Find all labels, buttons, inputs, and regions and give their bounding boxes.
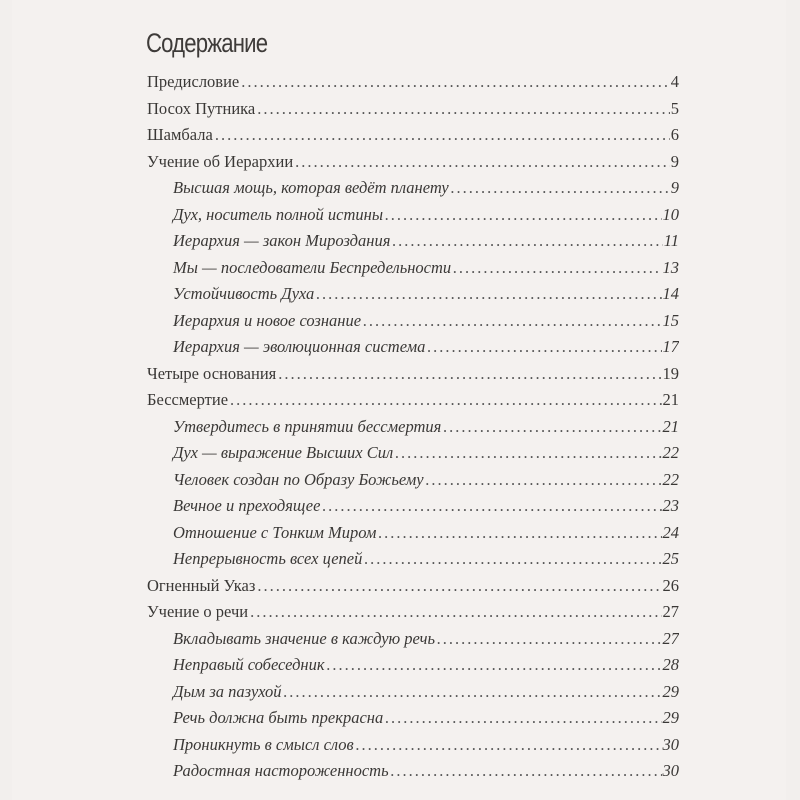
toc-page-number: 27 [662,602,679,621]
book-page [12,0,786,800]
toc-entry [147,390,679,417]
toc-entry [147,364,679,391]
toc-entry-title: Дух — выражение Высших Сил [173,443,394,462]
toc-entry-title: Иерархия — эволюционная система [173,337,426,356]
dot-leader [385,708,661,728]
page-title: Содержание [146,28,268,58]
toc-page-number: 28 [662,655,679,674]
toc-page-number: 9 [670,178,679,197]
table-of-contents [147,72,679,788]
toc-entry [147,576,679,603]
toc-entry-title: Бессмертие [147,390,229,409]
toc-page-number: 9 [670,151,679,171]
toc-entry-title: Дух, носитель полной истины [173,204,384,224]
toc-entry-title: Проникнуть в смысл слов [173,734,354,754]
dot-leader [327,655,662,675]
toc-subentry [147,284,679,311]
toc-page-number: 17 [662,337,679,356]
dot-leader [453,258,661,278]
toc-page-number: 22 [662,443,679,462]
dot-leader [427,337,661,357]
toc-subentry [147,417,679,444]
dot-leader [322,496,661,516]
toc-entry-title: Огненный Указ [147,575,256,595]
dot-leader [241,72,670,92]
toc-subentry [147,655,679,682]
toc-page-number: 30 [662,734,679,754]
toc-entry-title: Радостная настороженность [173,761,389,780]
toc-subentry [147,337,679,364]
toc-page-number: 29 [662,708,679,727]
toc-page-number: 30 [662,761,679,780]
dot-leader [215,125,670,145]
toc-page-number: 29 [662,681,679,701]
dot-leader [356,735,662,755]
toc-entry-title: Вкладывать значение в каждую речь [173,628,436,648]
toc-page-number: 14 [662,284,679,303]
toc-page-number: 24 [662,522,679,542]
toc-page-number: 22 [662,469,679,489]
toc-subentry [147,311,679,338]
toc-subentry [147,443,679,470]
toc-page-number: 5 [670,98,679,118]
toc-subentry [147,205,679,232]
toc-entry-title: Дым за пазухой [173,681,282,701]
toc-entry [147,602,679,629]
dot-leader [316,284,661,304]
toc-subentry [147,496,679,523]
toc-entry [147,125,679,152]
toc-subentry [147,523,679,550]
toc-page-number: 15 [662,310,679,330]
toc-subentry [147,470,679,497]
dot-leader [278,364,661,384]
toc-subentry [147,708,679,735]
dot-leader [451,178,670,198]
toc-entry-title: Учение о речи [147,602,249,621]
dot-leader [257,576,661,596]
toc-entry-title: Посох Путника [147,98,256,118]
toc-entry-title: Устойчивость Духа [173,284,315,303]
toc-page-number: 26 [662,575,679,595]
toc-subentry [147,761,679,788]
toc-entry-title: Иерархия и новое сознание [173,310,362,330]
toc-subentry [147,231,679,258]
toc-page-number: 27 [662,628,679,648]
toc-subentry [147,549,679,576]
toc-subentry [147,735,679,762]
dot-leader [391,761,662,781]
toc-entry-title: Речь должна быть прекрасна [173,708,384,727]
toc-entry-title: Предисловие [147,72,240,91]
dot-leader [295,152,670,172]
toc-entry-title: Вечное и преходящее [173,496,321,515]
dot-leader [363,311,661,331]
dot-leader [443,417,661,437]
dot-leader [283,682,661,702]
toc-entry [147,72,679,99]
toc-entry-title: Непрерывность всех цепей [173,549,363,568]
dot-leader [395,443,661,463]
toc-page-number: 21 [662,416,679,436]
toc-entry-title: Отношение с Тонким Миром [173,522,377,542]
toc-page-number: 11 [663,231,679,250]
dot-leader [392,231,662,251]
toc-entry-title: Учение об Иерархии [147,151,294,171]
toc-entry [147,152,679,179]
dot-leader [378,523,661,543]
toc-subentry [147,258,679,285]
toc-page-number: 13 [662,257,679,277]
toc-entry-title: Шамбала [147,125,213,144]
toc-subentry [147,629,679,656]
dot-leader [437,629,661,649]
toc-page-number: 23 [662,496,679,515]
toc-entry [147,99,679,126]
dot-leader [250,602,661,622]
toc-entry-title: Иерархия — закон Мироздания [173,231,391,250]
toc-page-number: 10 [662,204,679,224]
toc-page-number: 4 [670,72,679,91]
dot-leader [364,549,661,569]
dot-leader [426,470,662,490]
dot-leader [230,390,661,410]
toc-entry-title: Неправый собеседник [173,655,325,674]
toc-entry-title: Мы — последователи Беспредельности [173,257,452,277]
toc-page-number: 25 [662,549,679,568]
toc-entry-title: Высшая мощь, которая ведёт планету [173,178,449,197]
toc-page-number: 21 [662,390,679,409]
toc-page-number: 19 [662,363,679,383]
toc-page-number: 6 [670,125,679,144]
toc-entry-title: Четыре основания [147,363,277,383]
dot-leader [385,205,661,225]
dot-leader [257,99,670,119]
toc-subentry [147,682,679,709]
toc-subentry [147,178,679,205]
toc-entry-title: Человек создан по Образу Божьему [173,469,424,489]
toc-entry-title: Утвердитесь в принятии бессмертия [173,416,442,436]
